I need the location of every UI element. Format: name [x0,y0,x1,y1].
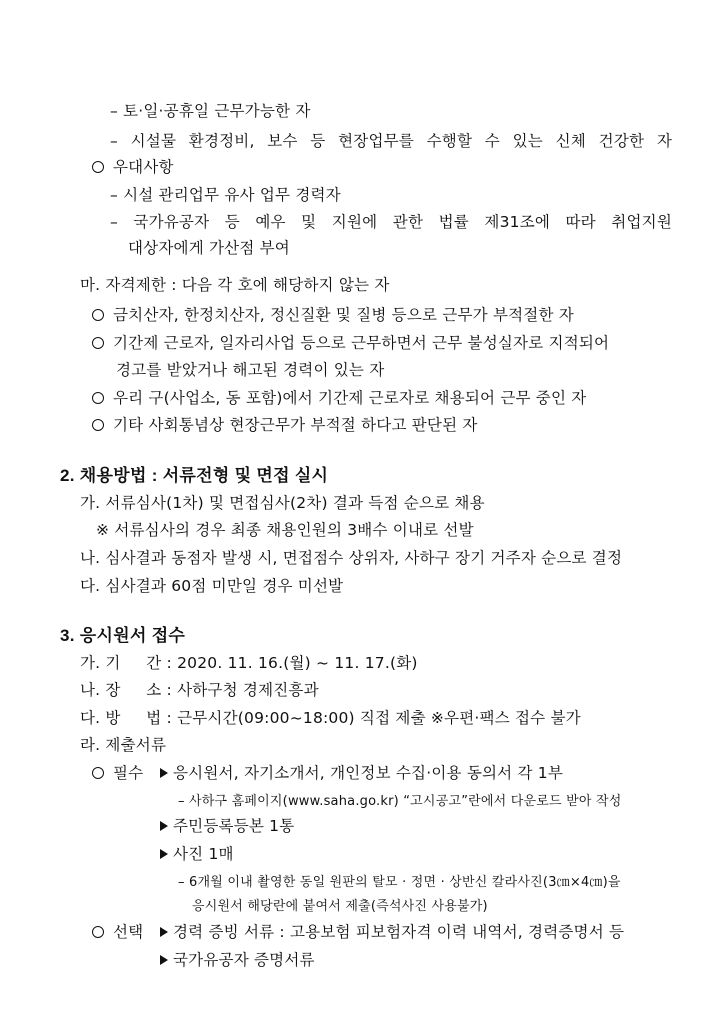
list-item [92,157,174,177]
text-line: 나. 심사결과 동점자 발생 시, 면접점수 상위자, 사하구 장기 거주자 순으로 결정 [80,549,623,567]
list-item [160,922,624,942]
text-line: – 국가유공자 등 예우 및 지원에 관한 법률 제31조에 따라 취업지원 [110,213,672,231]
circle-bullet-icon [92,337,104,349]
list-item [160,950,315,970]
text-line: 다. 심사결과 60점 미만일 경우 미선발 [80,577,344,595]
text-line: 사진 1매 [173,845,234,863]
section-heading: 3. 응시원서 접수 [60,626,186,645]
triangle-bullet-icon [160,768,168,778]
text-line: 기간제 근로자, 일자리사업 등으로 근무하면서 근무 불성실자로 지적되어 [113,334,610,352]
text-line: – 6개월 이내 촬영한 동일 원판의 탈모 · 정면 · 상반신 칼라사진(3㎝×4㎝)을 [178,875,621,890]
circle-bullet-icon [92,161,104,173]
optional-label: 선택 [113,923,144,941]
list-item [92,763,143,783]
circle-bullet-icon [92,419,104,431]
text-line: 다. 방 법 : 근무시간(09:00~18:00) 직접 제출 ※우편·팩스 접수 불가 [80,709,581,727]
text-line: 응시원서 해당란에 붙여서 제출(즉석사진 사용불가) [192,899,488,914]
list-item [92,922,143,942]
triangle-bullet-icon [160,927,168,937]
text-line: 금치산자, 한정치산자, 정신질환 및 질병 등으로 근무가 부적절한 자 [113,306,574,324]
triangle-bullet-icon [160,849,168,859]
list-item [160,763,563,783]
text-line: 대상자에게 가산점 부여 [128,239,290,257]
text-line: 경력 증빙 서류 : 고용보험 피보험자격 이력 내역서, 경력증명서 등 [173,923,625,941]
text-line: 기타 사회통념상 현장근무가 부적절 하다고 판단된 자 [113,416,478,434]
circle-bullet-icon [92,392,104,404]
circle-bullet-icon [92,767,104,779]
text-line: 응시원서, 자기소개서, 개인정보 수집·이용 동의서 각 1부 [173,764,564,782]
circle-bullet-icon [92,309,104,321]
circle-bullet-icon [92,926,104,938]
list-item [160,816,294,836]
text-line: 우대사항 [113,158,174,176]
required-label: 필수 [113,764,144,782]
text-line: 국가유공자 증명서류 [173,951,315,969]
text-line: – 토·일·공휴일 근무가능한 자 [110,102,311,120]
list-item [92,333,609,353]
text-line: 가. 서류심사(1차) 및 면접심사(2차) 결과 득점 순으로 채용 [80,494,485,512]
list-item [92,305,574,325]
list-item [92,388,586,408]
text-line: 마. 자격제한 : 다음 각 호에 해당하지 않는 자 [80,276,390,294]
text-line: 우리 구(사업소, 동 포함)에서 기간제 근로자로 채용되어 근무 중인 자 [113,389,587,407]
text-line: 주민등록등본 1통 [173,817,295,835]
list-item [92,415,478,435]
section-heading: 2. 채용방법 : 서류전형 및 면접 실시 [60,466,329,485]
text-line: 나. 장 소 : 사하구청 경제진흥과 [80,681,319,699]
list-item [160,844,234,864]
text-line: – 시설 관리업무 유사 업무 경력자 [110,186,341,204]
text-line: – 사하구 홈페이지(www.saha.go.kr) “고시공고”란에서 다운로드 받아 작성 [178,794,622,809]
triangle-bullet-icon [160,821,168,831]
text-line: – 시설물 환경정비, 보수 등 현장업무를 수행할 수 있는 신체 건강한 자 [110,132,672,150]
triangle-bullet-icon [160,955,168,965]
text-line: ※ 서류심사의 경우 최종 채용인원의 3배수 이내로 선발 [96,521,474,539]
text-line: 경고를 받았거나 해고된 경력이 있는 자 [116,361,385,379]
text-line: 가. 기 간 : 2020. 11. 16.(월) ~ 11. 17.(화) [80,654,418,672]
text-line: 라. 제출서류 [80,736,167,754]
